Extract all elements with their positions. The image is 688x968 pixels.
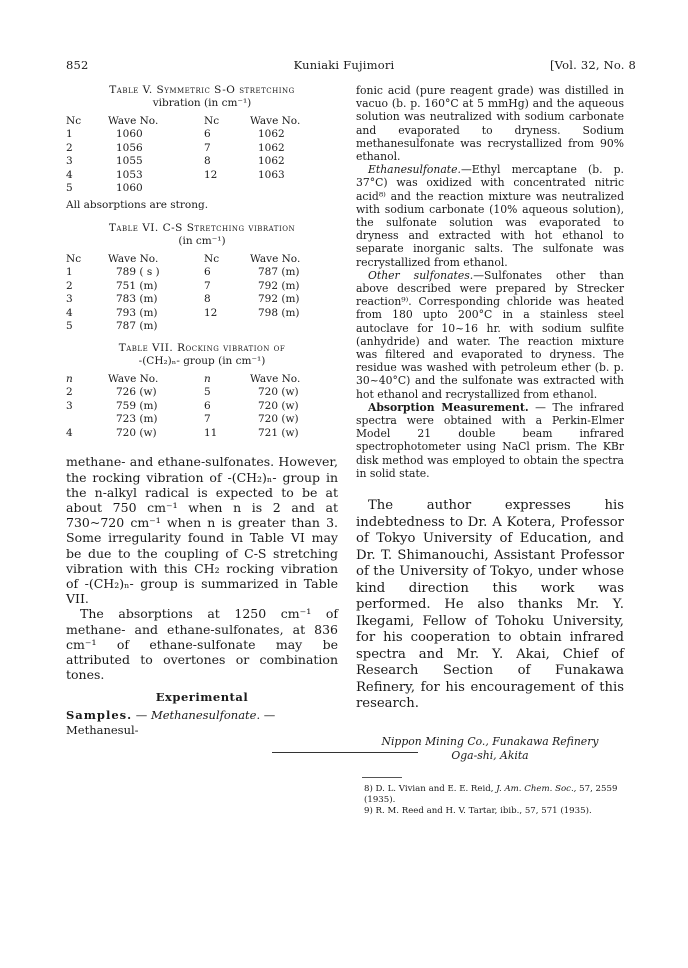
body-paragraph-methanesulfonate: fonic acid (pure reagent grade) was distilled in vacuo (b. p. 160°C at 5 mmHg) and the aqueous solution was neutralized with sodium carbonate and evaporated to dryness. Sodium methanesulfonate was recrystallized from 90% ethanol. (356, 84, 624, 164)
col-n-header: n (204, 372, 211, 385)
section-heading-experimental: Experimental (155, 690, 249, 705)
samples-paragraph: Samples. — Methanesulfonate. — Methanesul- (66, 708, 276, 738)
table-6-caption-units: (in cm⁻¹) (178, 234, 226, 247)
col-n-header: n (66, 372, 73, 385)
table-row (66, 293, 330, 307)
end-rule (272, 752, 418, 753)
table-cell-wave: 720 (w) (116, 426, 157, 439)
table-cell-n: 6 (204, 128, 211, 140)
table-cell-wave: 1062 (258, 141, 285, 154)
table-cell-n: 2 (66, 385, 73, 398)
table-cell-wave: 720 (w) (258, 399, 299, 412)
table-cell-wave (250, 320, 330, 334)
table-cell-wave: 1056 (116, 141, 143, 154)
table-6-caption: Table VI. C-S Stretching vibration (108, 221, 296, 234)
table-cell-n: 2 (66, 279, 73, 292)
table-row (66, 427, 330, 441)
table-row (66, 280, 330, 294)
samples-compound: Methanesulfonate. (150, 708, 261, 723)
table-row (66, 169, 330, 183)
col-n-header: Nc (204, 252, 220, 265)
table-cell-wave: 792 (m) (258, 293, 300, 306)
running-author: Kuniaki Fujimori (293, 58, 395, 72)
table-5-caption-units: vibration (in cm⁻¹) (152, 97, 252, 109)
table-cell-n: 5 (66, 320, 73, 333)
table-7 (66, 342, 338, 440)
table-cell-wave: 787 (m) (258, 265, 300, 278)
table-7-caption: Table VII. Rocking vibration of (118, 341, 286, 354)
table-7-grid (66, 372, 330, 440)
right-column (356, 84, 624, 817)
table-6 (66, 222, 338, 334)
col-n-header: Nc (66, 115, 82, 127)
table-row (66, 155, 330, 169)
table-5-grid (66, 114, 330, 196)
col-n-header: Nc (66, 252, 82, 265)
table-header-row (66, 114, 330, 128)
table-cell-n: 1 (66, 128, 73, 140)
table-cell-wave: 726 (w) (116, 385, 157, 398)
body-paragraph-ethanesulfonate: Ethanesulfonate.—Ethyl mercaptane (b. p. 37°C) was oxidized with concentrated nitric acid⁸⁾ and the reaction mixture was neutralized with sodium carbonate (10% aqueous solution), the sulfonate solution was evaporated to dryness and extracted with hot ethanol to separate inorganic salts. The sulfonate was recrystallized from ethanol. (356, 163, 624, 269)
footnote-9: 9) R. M. Reed and H. V. Tartar, ibib., 57, 571 (1935). (364, 805, 592, 816)
col-wave-header: Wave No. (250, 372, 301, 385)
table-7-caption-units: -(CH₂)ₙ- group (in cm⁻¹) (138, 354, 266, 367)
table-cell-wave: 793 (m) (116, 306, 158, 319)
body-paragraph-overtones: The absorptions at 1250 cm⁻¹ of methane- and ethane-sulfonates, at 836 cm⁻¹ of ethane-sulfonate may be attributed to overtones or combination tones. (66, 606, 338, 683)
body-paragraph-rocking: methane- and ethane-sulfonates. However, the rocking vibration of -(CH₂)ₙ- group in the n-alkyl radical is expected to be at about 750 cm⁻¹ when n is 2 and at 730~720 cm⁻¹ when n is greater than 3. Some irregularity found in Table VI may be due to the coupling of C-S stretching vibration with this CH₂ rocking vibration of -(CH₂)ₙ- group is summarized in Table VII. (66, 454, 338, 607)
body-paragraph-absorption: Absorption Measurement. — The infrared spectra were obtained with a Perkin-Elmer Model 21 double beam infrared spectrophotometer using NaCl prism. The KBr disk method was employed to obtain the spectra in solid state. (356, 400, 624, 480)
table-cell-n: 3 (66, 155, 73, 168)
table-cell-n: 12 (204, 306, 218, 319)
table-cell-n (204, 320, 250, 334)
table-row (66, 386, 330, 400)
table-6-grid (66, 252, 330, 334)
left-body (66, 454, 338, 738)
table-cell-wave: 789 ( s ) (116, 265, 160, 278)
table-row (66, 413, 330, 427)
table-cell-wave: 720 (w) (258, 385, 299, 398)
col-wave-header: Wave No. (250, 115, 301, 127)
table-row (66, 142, 330, 156)
col-wave-header: Wave No. (108, 252, 159, 265)
table-cell-n: 6 (204, 265, 211, 278)
table-cell-wave: 792 (m) (258, 279, 300, 292)
body-paragraph-other-sulfonates: Other sulfonates.—Sulfonates other than above described were prepared by Strecker reaction⁹⁾. Corresponding chloride was heated from 180 upto 200°C in a stainless steel autoclave for 10~16 hr. with sodium sulfite (anhydride) and water. The reaction mixture was filtered and evaporated to dryness. The residue was washed with petroleum ether (b. p. 30~40°C) and the sulfonate was extracted with hot ethanol and recrystallized from ethanol. (356, 268, 624, 401)
table-cell-n: 4 (66, 168, 73, 181)
table-cell-n: 7 (204, 279, 211, 292)
table-cell-wave: 1063 (258, 168, 285, 181)
table-5-note: All absorptions are strong. (66, 198, 209, 211)
table-row (66, 266, 330, 280)
table-cell-wave: 1053 (116, 168, 143, 181)
table-cell-wave: 720 (w) (258, 413, 299, 426)
affiliation-company: Nippon Mining Co., Funakawa Refinery (381, 734, 599, 748)
table-header-row (66, 252, 330, 266)
table-cell-wave: 1060 (116, 128, 143, 140)
table-cell-n: 7 (204, 413, 211, 426)
table-cell-n: 8 (204, 155, 211, 168)
table-cell-n: 2 (66, 141, 73, 154)
table-cell-wave: 1055 (116, 155, 143, 168)
affiliation (356, 735, 624, 763)
table-cell-wave: 751 (m) (116, 279, 158, 292)
table-cell-n: 4 (66, 306, 73, 319)
table-cell-wave: 783 (m) (116, 293, 158, 306)
table-cell-wave: 798 (m) (258, 306, 300, 319)
table-cell-n: 5 (204, 385, 211, 398)
table-cell-n: 4 (66, 426, 73, 439)
acknowledgement: The author expresses his indebtedness to Dr. A Kotera, Professor of Tokyo University of Education, and Dr. T. Shimanouchi, Assistant Professor of the University of Tokyo, under whose kind direction this work was performed. He also thanks Mr. Y. Ikegami, Fellow of Tohoku University, for his cooperation to obtain infrared spectra and Mr. Y. Akai, Chief of Research Section of Funakawa Refinery, for his encouragement of this research. (356, 498, 624, 712)
table-header-row (66, 372, 330, 386)
table-cell-n: 3 (66, 293, 73, 306)
footnote-8: 8) D. L. Vivian and E. E. Reid, J. Am. Chem. Soc., 57, 2559 (1935). (364, 783, 618, 805)
table-5-caption: Table V. Symmetric S-O stretching (109, 84, 295, 96)
col-wave-header: Wave No. (250, 252, 301, 265)
table-row (66, 400, 330, 414)
col-wave-header: Wave No. (108, 372, 159, 385)
table-5 (66, 84, 338, 212)
table-cell-n: 5 (66, 182, 73, 195)
table-row (66, 320, 330, 334)
affiliation-location: Oga-shi, Akita (451, 748, 529, 762)
samples-label: Samples. (66, 708, 133, 723)
left-column (66, 84, 338, 738)
table-cell-n: 1 (66, 265, 73, 278)
table-cell-n (66, 413, 108, 427)
page-number: 852 (66, 58, 89, 72)
col-n-header: Nc (204, 115, 220, 127)
table-cell-wave: 721 (w) (258, 426, 299, 439)
table-row (66, 182, 330, 196)
col-wave-header: Wave No. (108, 115, 159, 127)
table-row (66, 307, 330, 321)
table-cell-wave (250, 182, 330, 196)
table-cell-n: 11 (204, 426, 218, 439)
table-cell-wave: 1062 (258, 155, 285, 168)
footnote-divider (362, 777, 402, 778)
table-cell-wave: 759 (m) (116, 399, 158, 412)
table-cell-wave: 1062 (258, 128, 285, 140)
table-cell-n: 3 (66, 399, 73, 412)
table-cell-wave: 787 (m) (116, 320, 158, 333)
table-cell-n: 8 (204, 293, 211, 306)
table-cell-n: 6 (204, 399, 211, 412)
table-cell-n: 12 (204, 168, 218, 181)
table-cell-n (204, 182, 250, 196)
table-row (66, 128, 330, 142)
table-cell-wave: 723 (m) (116, 413, 158, 426)
volume-info: [Vol. 32, No. 8 (549, 58, 636, 72)
table-cell-n: 7 (204, 141, 211, 154)
table-cell-wave: 1060 (116, 182, 143, 195)
